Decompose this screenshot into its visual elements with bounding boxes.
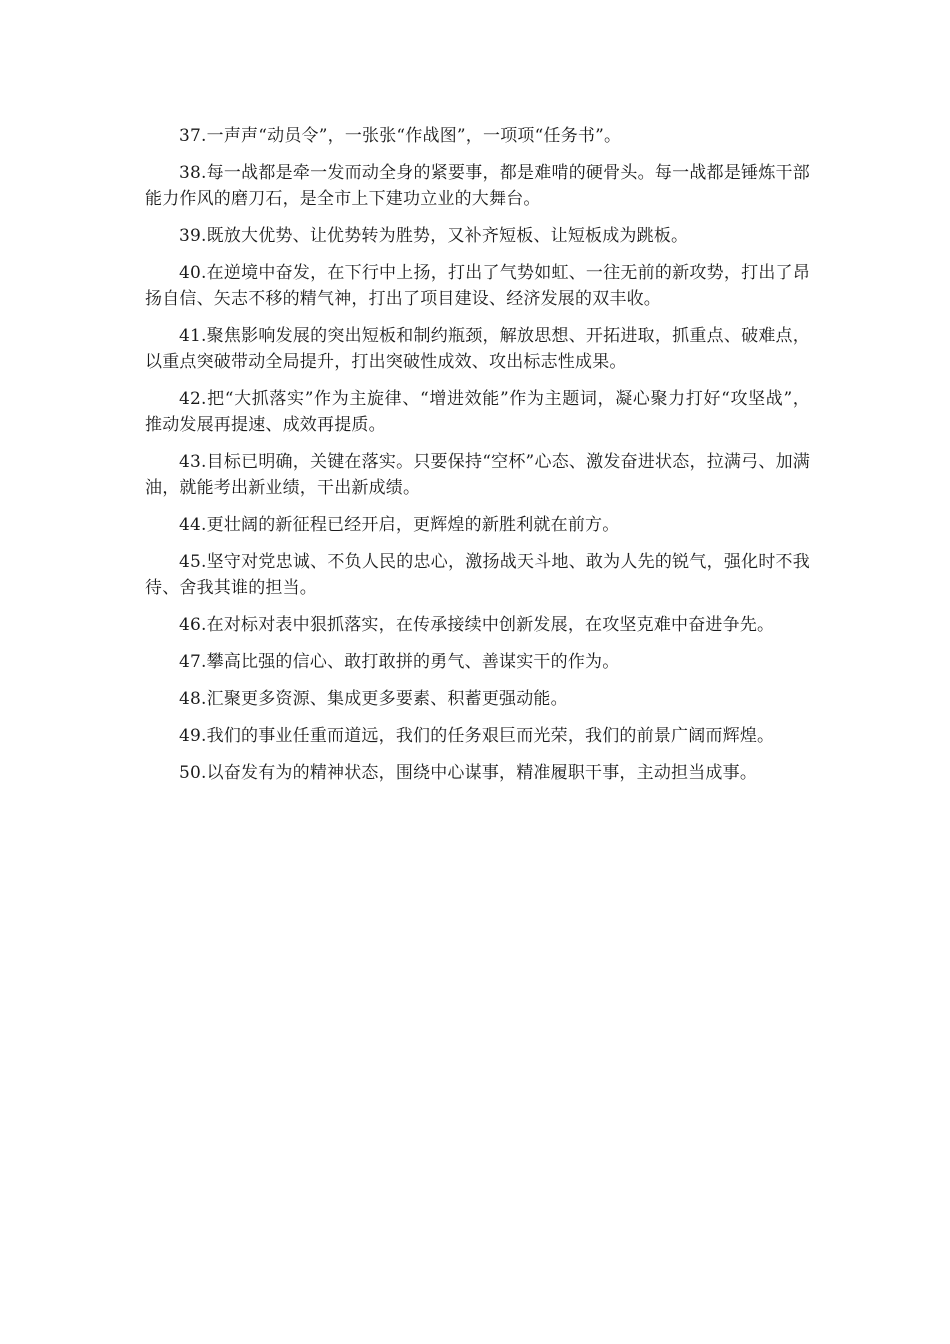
paragraph-39: 39.既放大优势、让优势转为胜势，又补齐短板、让短板成为跳板。: [179, 226, 689, 246]
paragraph-45: 45.坚守对党忠诚、不负人民的忠心，激扬战天斗地、敢为人先的锐气，强化时不我待、舍我其谁的担当。: [145, 552, 810, 598]
paragraph-48: 48.汇聚更多资源、集成更多要素、积蓄更强动能。: [179, 689, 568, 709]
paragraph-43: 43.目标已明确，关键在落实。只要保持“空杯”心态、激发奋进状态，拉满弓、加满油，就能考出新业绩，干出新成绩。: [145, 452, 810, 498]
paragraph-40: 40.在逆境中奋发，在下行中上扬，打出了气势如虹、一往无前的新攻势，打出了昂扬自信、矢志不移的精气神，打出了项目建设、经济发展的双丰收。: [145, 263, 810, 309]
paragraph-49: 49.我们的事业任重而道远，我们的任务艰巨而光荣，我们的前景广阔而辉煌。: [179, 726, 775, 746]
paragraph-50: 50.以奋发有为的精神状态，围绕中心谋事，精准履职干事，主动担当成事。: [179, 763, 758, 783]
paragraph-47: 47.攀高比强的信心、敢打敢拼的勇气、善谋实干的作为。: [179, 652, 620, 672]
paragraph-38: 38.每一战都是牵一发而动全身的紧要事，都是难啃的硬骨头。每一战都是锤炼干部能力作风的磨刀石，是全市上下建功立业的大舞台。: [145, 163, 810, 209]
paragraph-46: 46.在对标对表中狠抓落实，在传承接续中创新发展，在攻坚克难中奋进争先。: [179, 615, 775, 635]
paragraph-44: 44.更壮阔的新征程已经开启，更辉煌的新胜利就在前方。: [179, 515, 620, 535]
paragraph-37: 37.一声声“动员令”，一张张“作战图”，一项项“任务书”。: [179, 126, 622, 146]
document-body: [145, 123, 810, 797]
paragraph-42: 42.把“大抓落实”作为主旋律、“增进效能”作为主题词，凝心聚力打好“攻坚战”，推动发展再提速、成效再提质。: [145, 389, 810, 435]
paragraph-41: 41.聚焦影响发展的突出短板和制约瓶颈，解放思想、开拓进取，抓重点、破难点，以重点突破带动全局提升，打出突破性成效、攻出标志性成果。: [145, 326, 810, 372]
